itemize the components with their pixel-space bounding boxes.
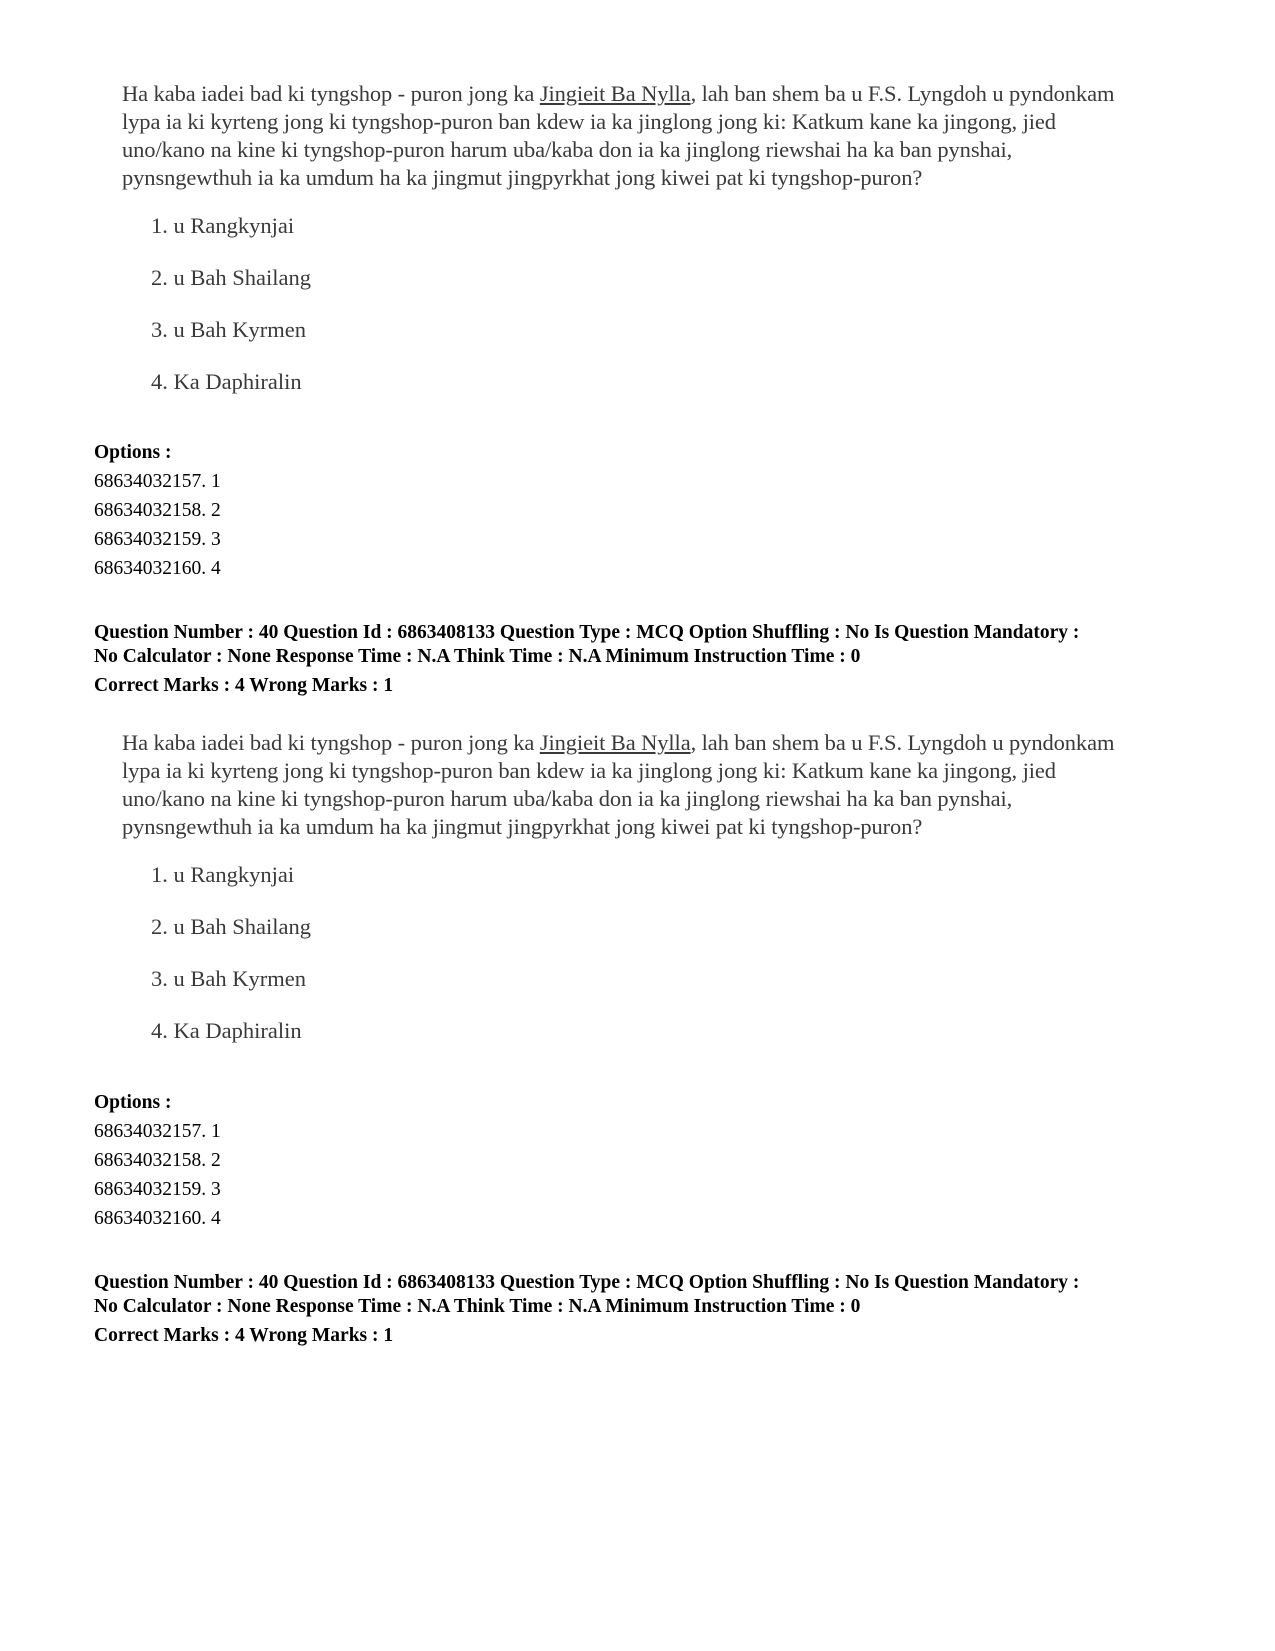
meta-line-1: Question Number : 40 Question Id : 6863408133 Question Type : MCQ Option Shuffling : No Is Question Mandatory : <box>94 622 1080 643</box>
question-text: Ha kaba iadei bad ki tyngshop - puron jong ka Jingieit Ba Nylla, lah ban shem ba u F.S. Lyngdoh u pyndonkam lypa ia ki kyrteng jong ki tyngshop-puron ban kdew ia ka jinglong jong ki: Katkum kane ka jingong, jied uno/kano na kine ki tyngshop-puron harum uba/kaba don ia ka jinglong riewshai ha ka ban pynshai, pynsngewthuh ia ka umdum ha ka jingmut jingpyrkhat jong kiwei pat ki tyngshop-puron? <box>122 730 1115 839</box>
choice-2: 2. u Bah Shailang <box>151 914 311 939</box>
question-meta <box>94 1271 1214 1348</box>
choice-3: 3. u Bah Kyrmen <box>151 317 306 342</box>
choice-1: 1. u Rangkynjai <box>151 213 295 238</box>
option-item: 68634032157. 1 <box>94 1121 221 1142</box>
option-item: 68634032160. 4 <box>94 558 221 579</box>
options-list <box>94 1088 221 1233</box>
option-item: 68634032159. 3 <box>94 529 221 550</box>
marks-line: Correct Marks : 4 Wrong Marks : 1 <box>94 675 394 696</box>
question-text: Ha kaba iadei bad ki tyngshop - puron jong ka Jingieit Ba Nylla, lah ban shem ba u F.S. Lyngdoh u pyndonkam lypa ia ki kyrteng jong ki tyngshop-puron ban kdew ia ka jinglong jong ki: Katkum kane ka jingong, jied uno/kano na kine ki tyngshop-puron harum uba/kaba don ia ka jinglong riewshai ha ka ban pynshai, pynsngewthuh ia ka umdum ha ka jingmut jingpyrkhat jong kiwei pat ki tyngshop-puron? <box>122 81 1115 190</box>
choice-4: 4. Ka Daphiralin <box>151 1018 302 1043</box>
options-heading: Options : <box>94 1092 172 1113</box>
marks-line: Correct Marks : 4 Wrong Marks : 1 <box>94 1325 394 1346</box>
choice-3: 3. u Bah Kyrmen <box>151 966 306 991</box>
meta-line-2: No Calculator : None Response Time : N.A Think Time : N.A Minimum Instruction Time : 0 <box>94 646 861 667</box>
question-title-underlined: Jingieit Ba Nylla <box>539 81 691 106</box>
option-item: 68634032158. 2 <box>94 500 221 521</box>
choice-2: 2. u Bah Shailang <box>151 265 311 290</box>
option-item: 68634032160. 4 <box>94 1208 221 1229</box>
options-heading: Options : <box>94 442 172 463</box>
choice-1: 1. u Rangkynjai <box>151 862 295 887</box>
option-item: 68634032157. 1 <box>94 471 221 492</box>
choice-4: 4. Ka Daphiralin <box>151 369 302 394</box>
option-item: 68634032159. 3 <box>94 1179 221 1200</box>
question-meta <box>94 621 1214 698</box>
options-list <box>94 438 221 583</box>
meta-line-2: No Calculator : None Response Time : N.A Think Time : N.A Minimum Instruction Time : 0 <box>94 1296 861 1317</box>
option-item: 68634032158. 2 <box>94 1150 221 1171</box>
question-title-underlined: Jingieit Ba Nylla <box>539 730 691 755</box>
question-image <box>122 80 1142 394</box>
meta-line-1: Question Number : 40 Question Id : 6863408133 Question Type : MCQ Option Shuffling : No Is Question Mandatory : <box>94 1272 1080 1293</box>
question-image <box>122 729 1142 1043</box>
